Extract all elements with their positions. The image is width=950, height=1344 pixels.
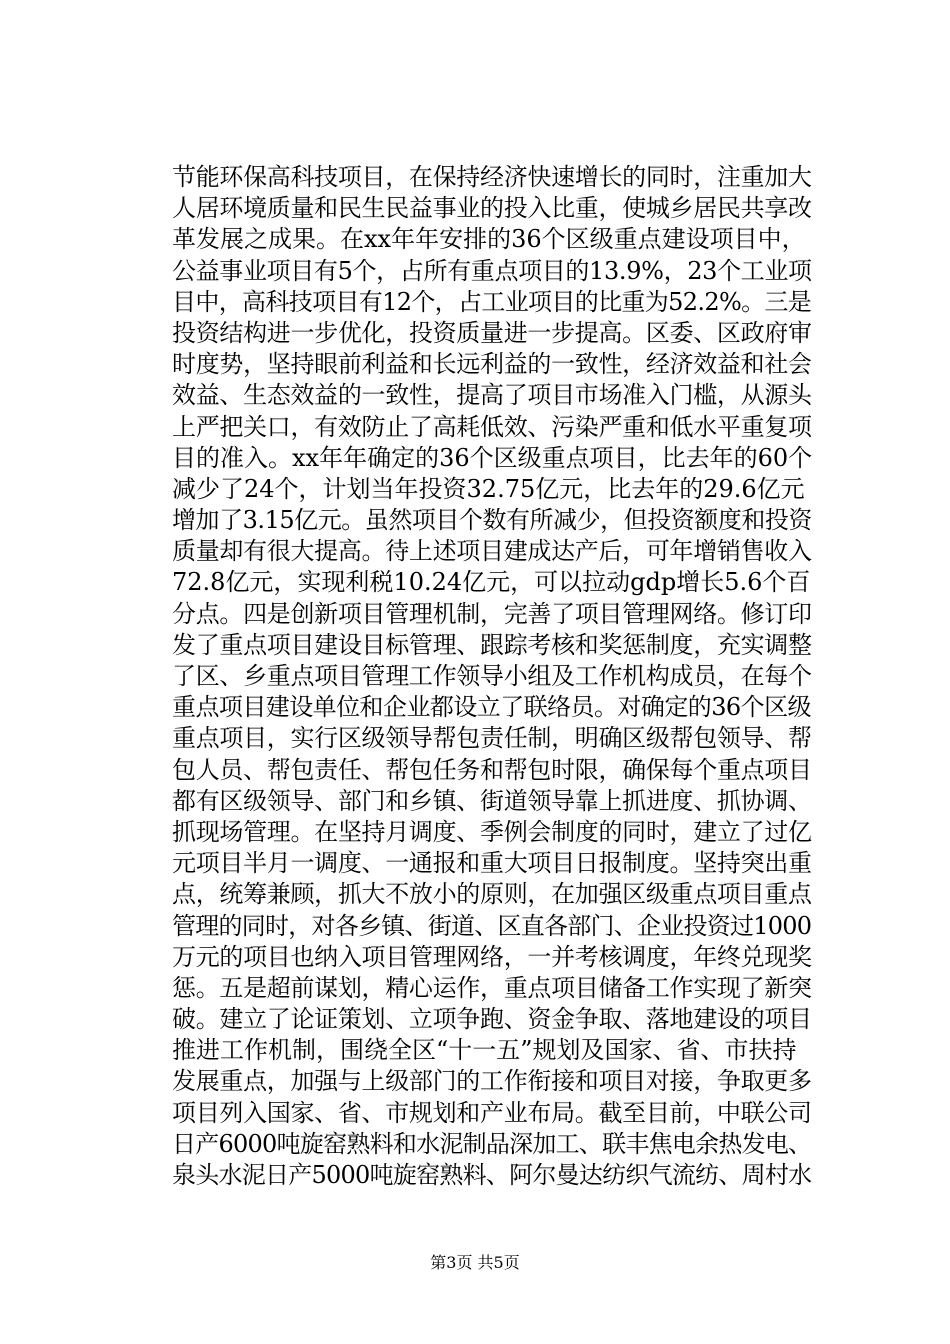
text-line: 投资结构进一步优化，投资质量进一步提高。区委、区政府审 — [172, 318, 812, 347]
text-line: 72.8亿元，实现利税10.24亿元，可以拉动gdp增长5.6个百 — [172, 568, 811, 597]
text-line: 点，统筹兼顾，抓大不放小的原则，在加强区级重点项目重点 — [172, 880, 812, 909]
text-line: 革发展之成果。在xx年年安排的36个区级重点建设项目中， — [172, 225, 806, 254]
text-line: 惩。五是超前谋划，精心运作，重点项目储备工作实现了新突 — [172, 973, 812, 1002]
text-line: 公益事业项目有5个，占所有重点项目的13.9%，23个工业项 — [172, 256, 812, 285]
text-line: 泉头水泥日产5000吨旋窑熟料、阿尔曼达纺织气流纺、周村水 — [172, 1161, 812, 1189]
text-line: 节能环保高科技项目，在保持经济快速增长的同时，注重加大 — [172, 163, 812, 191]
text-line: 包人员、帮包责任、帮包任务和帮包时限，确保每个重点项目 — [172, 755, 812, 784]
text-line: 效益、生态效益的一致性，提高了项目市场准入门槛，从源头 — [172, 381, 812, 410]
text-line: 了区、乡重点项目管理工作领导小组及工作机构成员，在每个 — [172, 662, 812, 690]
text-line: 人居环境质量和民生民益事业的投入比重，使城乡居民共享改 — [172, 194, 812, 223]
text-line: 质量却有很大提高。待上述项目建成达产后，可年增销售收入 — [172, 537, 812, 566]
page-footer: 第3页 共5页 — [430, 1253, 520, 1272]
text-line: 发了重点项目建设目标管理、跟踪考核和奖惩制度，充实调整 — [172, 630, 812, 659]
text-line: 目的准入。xx年年确定的36个区级重点项目，比去年的60个 — [172, 443, 813, 472]
body-paragraph — [172, 162, 812, 1191]
text-line: 日产6000吨旋窑熟料和水泥制品深加工、联丰焦电余热发电、 — [172, 1129, 812, 1158]
text-line: 元项目半月一调度、一通报和重大项目日报制度。坚持突出重 — [172, 849, 812, 878]
text-line: 重点项目，实行区级领导帮包责任制，明确区级帮包领导、帮 — [172, 724, 812, 753]
text-line: 都有区级领导、部门和乡镇、街道领导靠上抓进度、抓协调、 — [172, 786, 812, 815]
text-line: 推进工作机制，围绕全区“十一五”规划及国家、省、市扶持 — [172, 1036, 797, 1065]
text-line: 管理的同时，对各乡镇、街道、区直各部门、企业投资过1000 — [172, 911, 812, 940]
text-line: 分点。四是创新项目管理机制，完善了项目管理网络。修订印 — [172, 599, 812, 628]
text-line: 破。建立了论证策划、立项争跑、资金争取、落地建设的项目 — [172, 1005, 812, 1034]
text-line: 发展重点，加强与上级部门的工作衔接和项目对接，争取更多 — [172, 1067, 812, 1096]
text-line: 上严把关口，有效防止了高耗低效、污染严重和低水平重复项 — [172, 412, 812, 441]
text-line: 抓现场管理。在坚持月调度、季例会制度的同时，建立了过亿 — [172, 817, 812, 846]
text-line: 时度势，坚持眼前利益和长远利益的一致性，经济效益和社会 — [172, 350, 812, 379]
text-line: 万元的项目也纳入项目管理网络，一并考核调度，年终兑现奖 — [172, 942, 812, 971]
text-line: 增加了3.15亿元。虽然项目个数有所减少，但投资额度和投资 — [172, 506, 812, 535]
text-line: 目中，高科技项目有12个，占工业项目的比重为52.2%。三是 — [172, 287, 812, 316]
text-line: 项目列入国家、省、市规划和产业布局。截至目前，中联公司 — [172, 1098, 812, 1127]
text-line: 减少了24个，计划当年投资32.75亿元，比去年的29.6亿元 — [172, 474, 805, 503]
text-line: 重点项目建设单位和企业都设立了联络员。对确定的36个区级 — [172, 693, 811, 722]
